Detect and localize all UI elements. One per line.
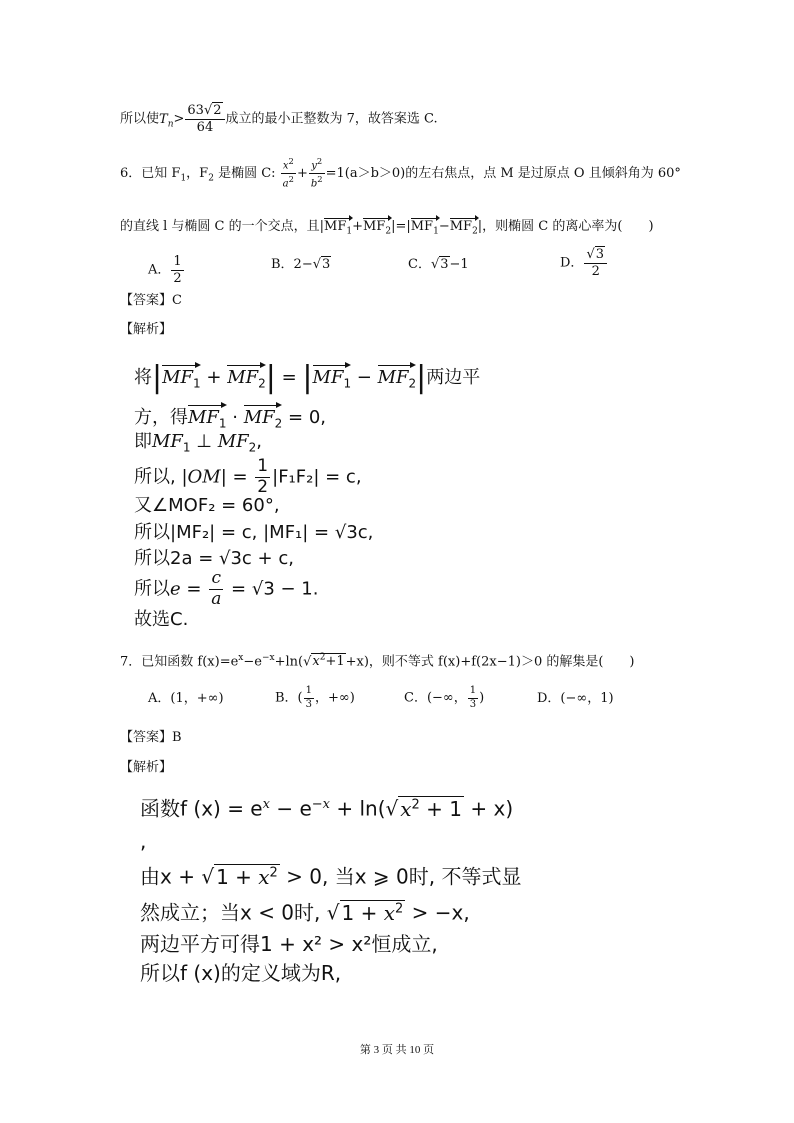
p6-y2-over-b2: $\frac{y^2}{b^2}$ <box>310 156 323 190</box>
p5-conclusion: 所以使$T_n>$ $\frac{63√2}{64}$ 成立的最小正整数为 7，故答案选 C. <box>120 103 438 135</box>
p7-solution-line5: 两边平方可得1 + x² > x²恒成立, <box>140 932 438 956</box>
p6-solution-line9: 故选C. <box>134 609 189 630</box>
p7-option-b-frac: $\frac{1}{3}$ <box>305 685 313 710</box>
p6-solution-line6: 所以|MF₂| = c, |MF₁| = √3c, <box>134 522 374 543</box>
p7-solution-line4: 然成立；当x < 0时, √ $1 + x^2 > -x$, <box>140 900 470 925</box>
p6-solution-line5: 又∠MOF₂ = 60°, <box>134 495 280 516</box>
p6-option-a: A． $\frac{1}{2}$ <box>148 254 182 286</box>
p6-option-d-frac: $\frac{√3}{2}$ <box>584 248 607 278</box>
p6-solution-line8: 所以e = $\frac{c}{a}$ = √3 − 1. <box>134 568 319 609</box>
p7-option-b: B．( $\frac{1}{3}$ ，+∞) <box>275 685 355 710</box>
p7-solution-line6: 所以f (x)的定义域为R, <box>140 961 342 985</box>
p6-solution-line2: 方，得$MF_1 \cdot MF_2 = 0$, <box>134 404 326 430</box>
p7-stem: 7．已知函数 $f(x)=e^x-e^{-x}+\ln(√x^2+1+x)$，则不等式 f(x)+f(2x−1)＞0 的解集是( ) <box>120 653 635 670</box>
p6-option-d: D． $\frac{√3}{2}$ <box>560 248 608 278</box>
p6-solution-line3: 即$MF_1$ ⊥ $MF_2$, <box>134 431 262 455</box>
p7-solution-line2: , <box>140 829 147 853</box>
p6-option-a-frac: $\frac{1}{2}$ <box>173 254 182 286</box>
p6-solution-line4: 所以, |OM| = $\frac{1}{2}$ |F₁F₂| = c, <box>134 456 362 497</box>
p6-option-c: C．√3−1 <box>408 257 469 272</box>
p7-option-a: A．(1，+∞) <box>148 691 224 706</box>
p6-solution-line7: 所以2a = √3c + c, <box>134 548 294 569</box>
p5-fraction: $\frac{63√2}{64}$ <box>185 104 224 134</box>
p6-stem-line2: 的直线 l 与椭圆 C 的一个交点，且$|MF_1+MF_2|=|MF_1-MF_2|$，则椭圆 C 的离心率为( ) <box>120 219 654 237</box>
p6-option-b: B．2−√3 <box>271 257 331 272</box>
p6-analysis-label: 【解析】 <box>120 322 173 337</box>
p6-answer: 【答案】C <box>120 293 182 308</box>
p7-option-c-frac: $\frac{1}{3}$ <box>469 685 477 710</box>
page-footer: 第 3 页 共 10 页 <box>359 1044 435 1056</box>
p7-option-c: C．(−∞， $\frac{1}{3}$ ) <box>404 685 485 710</box>
p6-solution-line1: 将$|MF_1 + MF_2| = |MF_1 - MF_2|$两边平 <box>134 360 481 395</box>
p7-answer: 【答案】B <box>120 730 182 745</box>
p7-option-d: D．(−∞，1) <box>537 691 614 706</box>
p7-solution-line1: 函数f $(x) = e^x - e^{-x} + \ln(√$ $x^2 + 1 + x$) <box>140 796 514 821</box>
p6-x2-over-a2: $\frac{x^2}{a^2}$ <box>282 156 294 190</box>
p7-analysis-label: 【解析】 <box>120 760 173 775</box>
p7-solution-line3: 由x + √ $1 + x^2 > 0$, 当x ⩾ 0时, 不等式显 <box>140 864 522 889</box>
p6-stem-line1: 6．已知 $F_1$，$F_2$ 是椭圆 C: $\frac{x^2}{a^2}$ + $\frac{y^2}{b^2}$ =1(a＞b＞0)的左右焦点，点 M 是过原点 O 且倾斜角为 60° <box>120 156 681 190</box>
